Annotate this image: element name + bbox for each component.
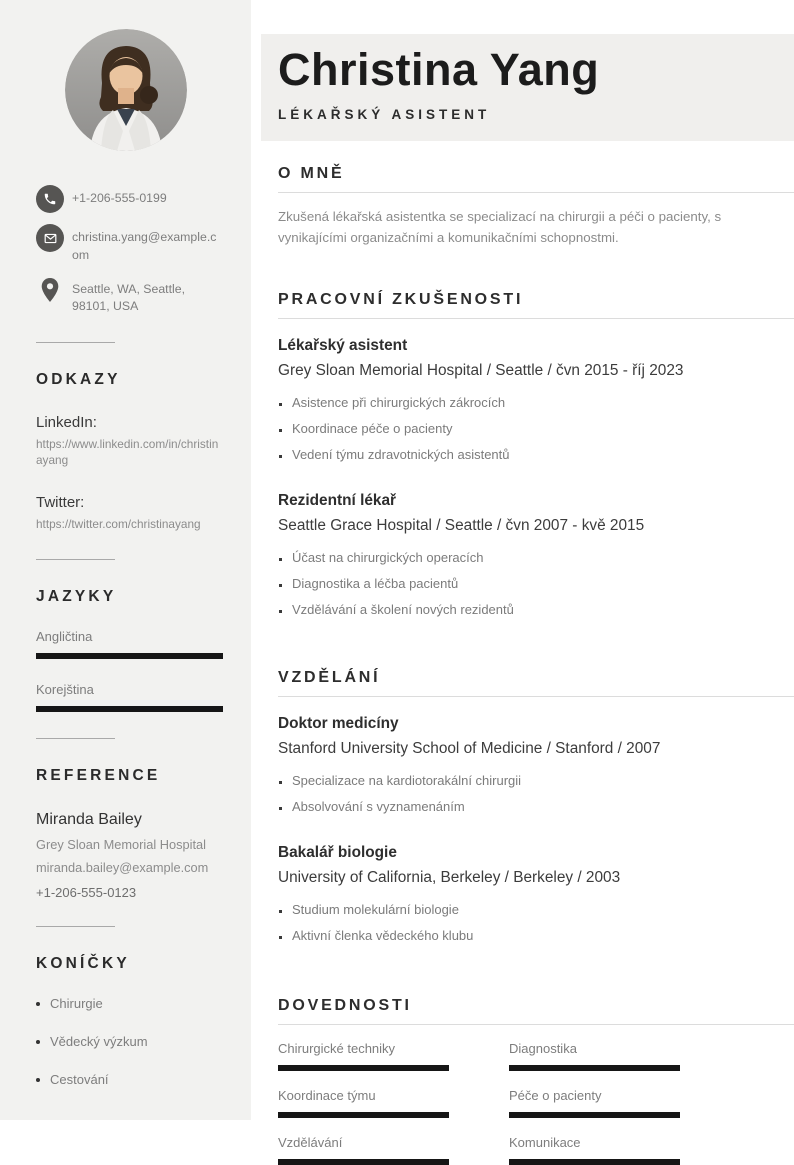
skill-item — [509, 1088, 680, 1118]
main-content — [278, 141, 794, 1165]
location-pin-icon — [36, 276, 64, 304]
degree-entry — [278, 715, 794, 820]
education-heading: VZDĚLÁNÍ — [278, 668, 381, 686]
reference-phone: +1-206-555-0123 — [36, 885, 137, 901]
hobby-item — [36, 1034, 223, 1049]
job-title: Lékařský asistent — [278, 336, 408, 354]
phone-value: +1-206-555-0199 — [72, 191, 167, 205]
skills-section — [278, 997, 794, 1165]
email-value[interactable]: christina.yang@example.com — [72, 230, 217, 262]
languages-heading: JAZYKY — [36, 588, 117, 606]
skill-name: Vzdělávání — [278, 1134, 343, 1150]
skill-item — [278, 1041, 449, 1071]
section-rule — [278, 696, 794, 697]
skill-level-bar — [278, 1112, 449, 1118]
skill-level-bar — [509, 1159, 680, 1165]
phone-icon — [36, 185, 64, 213]
language-item — [36, 629, 223, 659]
person-name: Christina Yang — [278, 44, 600, 95]
location-value: Seattle, WA, Seattle, 98101, USA — [72, 281, 186, 314]
skill-level-bar — [509, 1065, 680, 1071]
profile-photo — [65, 29, 187, 151]
link-label: Twitter: — [36, 494, 85, 512]
degree-title: Bakalář biologie — [278, 843, 397, 861]
links-heading: ODKAZY — [36, 371, 121, 389]
sidebar-divider — [36, 926, 115, 927]
sidebar-divider — [36, 559, 115, 560]
section-rule — [278, 318, 794, 319]
contact-phone-row — [36, 185, 223, 213]
skill-item — [509, 1041, 680, 1071]
bullet-dot-icon — [36, 1002, 40, 1006]
hobby-label: Vědecký výzkum — [50, 1034, 148, 1050]
skill-item — [278, 1135, 449, 1165]
language-name: Angličtina — [36, 629, 93, 645]
contact-email-row — [36, 224, 223, 265]
job-bullet: Vzdělávání a školení nových rezidentů — [278, 597, 794, 623]
section-rule — [278, 192, 794, 193]
reference-heading: REFERENCE — [36, 767, 161, 785]
language-item — [36, 682, 223, 712]
skill-name: Péče o pacienty — [509, 1087, 602, 1103]
bullet-dot-icon — [36, 1040, 40, 1044]
language-level-bar — [36, 653, 223, 659]
skill-name: Chirurgické techniky — [278, 1040, 396, 1056]
about-heading: O MNĚ — [278, 165, 345, 182]
degree-entry — [278, 844, 794, 949]
hobby-item — [36, 996, 223, 1011]
skill-item — [278, 1088, 449, 1118]
education-section — [278, 669, 794, 949]
job-bullet: Vedení týmu zdravotnických asistentů — [278, 442, 794, 468]
person-job-title: LÉKAŘSKÝ ASISTENT — [278, 107, 491, 122]
job-meta: Seattle Grace Hospital / Seattle / čvn 2007 - kvě 2015 — [278, 516, 645, 534]
job-bullet: Účast na chirurgických operacích — [278, 545, 794, 571]
job-bullet-list — [278, 545, 794, 623]
skill-name: Komunikace — [509, 1134, 581, 1150]
job-bullet: Asistence při chirurgických zákrocích — [278, 390, 794, 416]
job-bullet: Koordinace péče o pacienty — [278, 416, 794, 442]
degree-bullet: Studium molekulární biologie — [278, 897, 794, 923]
link-item-twitter — [36, 494, 223, 533]
hobby-label: Chirurgie — [50, 996, 103, 1012]
contact-location-row — [36, 276, 223, 317]
hobbies-heading: KONÍČKY — [36, 955, 130, 973]
bullet-dot-icon — [36, 1078, 40, 1082]
job-title: Rezidentní lékař — [278, 491, 397, 509]
job-bullet: Diagnostika a léčba pacientů — [278, 571, 794, 597]
sidebar-divider — [36, 342, 115, 343]
about-section — [278, 165, 794, 249]
section-rule — [278, 1024, 794, 1025]
linkedin-url[interactable]: https://www.linkedin.com/in/christinayang — [36, 437, 219, 468]
skill-name: Koordinace týmu — [278, 1087, 376, 1103]
reference-organization: Grey Sloan Memorial Hospital — [36, 837, 206, 853]
skill-name: Diagnostika — [509, 1040, 577, 1056]
link-item-linkedin — [36, 414, 223, 469]
header-band — [261, 34, 794, 141]
twitter-url[interactable]: https://twitter.com/christinayang — [36, 517, 201, 532]
sidebar — [0, 0, 251, 1120]
degree-title: Doktor medicíny — [278, 714, 399, 732]
job-bullet-list — [278, 390, 794, 468]
skills-grid — [278, 1041, 794, 1165]
degree-bullet: Absolvování s vyznamenáním — [278, 794, 794, 820]
skill-level-bar — [278, 1065, 449, 1071]
skills-heading: DOVEDNOSTI — [278, 996, 412, 1014]
experience-section — [278, 291, 794, 623]
about-text: Zkušená lékařská asistentka se specializací na chirurgii a péči o pacienty, s vynikajícími organizačními a komunikačními schopnostmi. — [278, 209, 722, 246]
degree-bullet: Aktivní členka vědeckého klubu — [278, 923, 794, 949]
degree-meta: University of California, Berkeley / Berkeley / 2003 — [278, 868, 621, 886]
job-entry — [278, 337, 794, 468]
reference-name: Miranda Bailey — [36, 811, 142, 829]
link-label: LinkedIn: — [36, 414, 97, 432]
degree-bullet: Specializace na kardiotorakální chirurgii — [278, 768, 794, 794]
mail-icon — [36, 224, 64, 252]
hobby-label: Cestování — [50, 1072, 109, 1088]
degree-bullet-list — [278, 768, 794, 820]
hobby-item — [36, 1072, 223, 1087]
skill-item — [509, 1135, 680, 1165]
language-level-bar — [36, 706, 223, 712]
degree-meta: Stanford University School of Medicine / Stanford / 2007 — [278, 739, 661, 757]
language-name: Korejština — [36, 682, 94, 698]
degree-bullet-list — [278, 897, 794, 949]
job-meta: Grey Sloan Memorial Hospital / Seattle / čvn 2015 - říj 2023 — [278, 361, 684, 379]
skill-level-bar — [278, 1159, 449, 1165]
sidebar-divider — [36, 738, 115, 739]
reference-email[interactable]: miranda.bailey@example.com — [36, 860, 209, 876]
job-entry — [278, 492, 794, 623]
experience-heading: PRACOVNÍ ZKUŠENOSTI — [278, 290, 524, 308]
skill-level-bar — [509, 1112, 680, 1118]
contact-section — [36, 185, 223, 316]
